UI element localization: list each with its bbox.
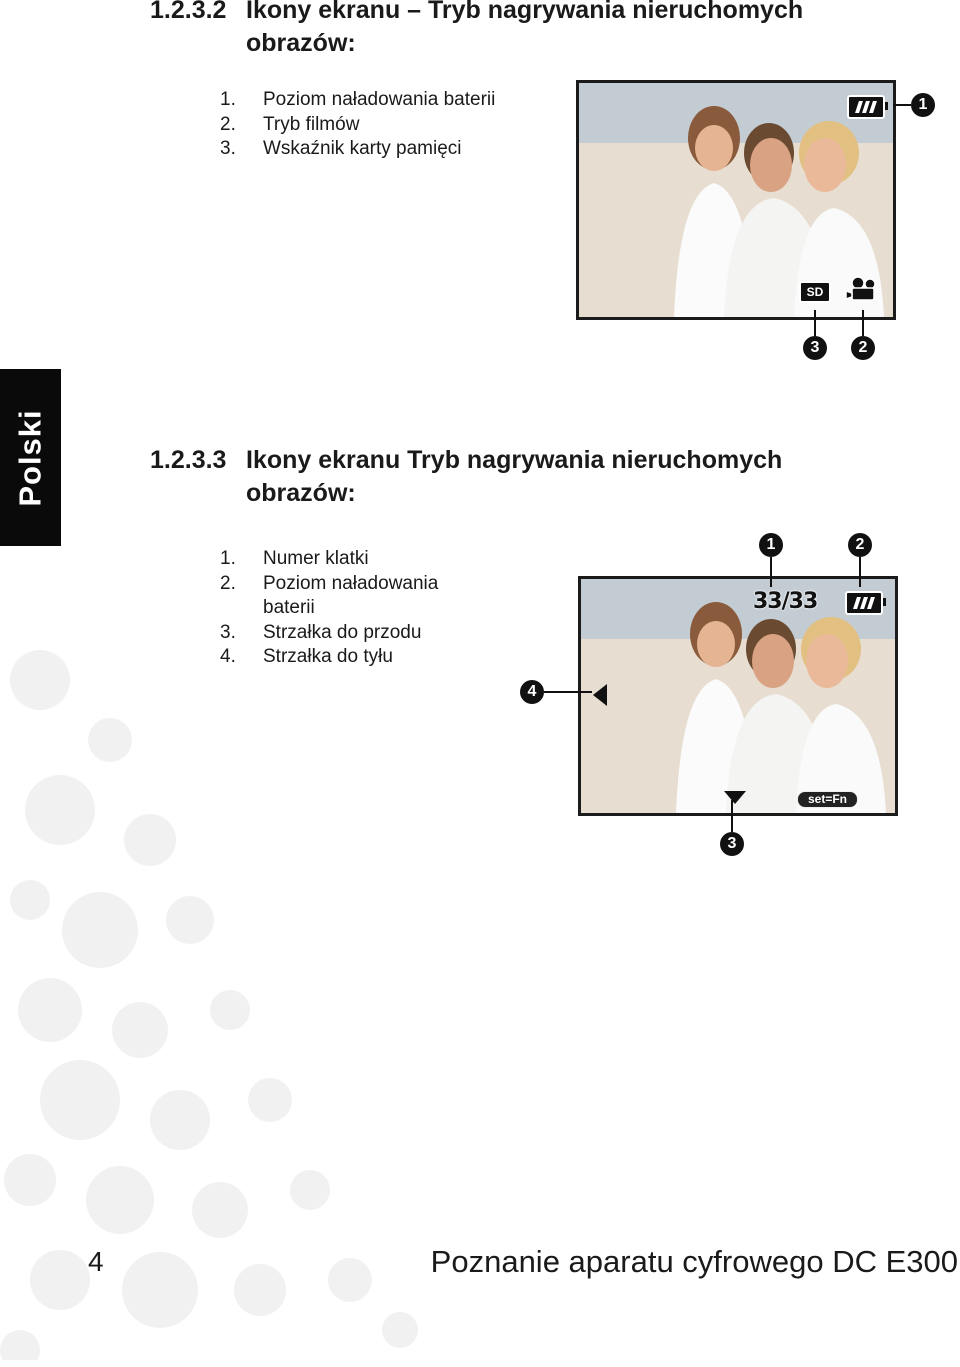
forward-arrow-icon	[724, 791, 746, 804]
callout-line	[859, 557, 861, 587]
callout-marker-3: 3	[803, 336, 827, 360]
page-number: 4	[88, 1246, 104, 1277]
footer-title: Poznanie aparatu cyfrowego DC E300	[430, 1244, 958, 1279]
battery-level-icon	[845, 591, 883, 615]
language-side-tab	[0, 369, 61, 546]
callout-line	[862, 310, 864, 336]
list-item: 4. Strzałka do tyłu	[220, 646, 393, 667]
list-item: 2. Tryb filmów	[220, 113, 360, 135]
callout-line	[770, 557, 772, 587]
camera-screen-preview-2	[578, 576, 898, 816]
callout-line	[893, 104, 911, 106]
side-tab-label: Polski	[12, 408, 48, 507]
frame-counter: 33/33	[753, 589, 818, 614]
callout-marker-3: 3	[720, 832, 744, 856]
section-number: 1.2.3.3	[150, 446, 227, 474]
section-2-list	[220, 547, 493, 670]
memory-card-indicator: SD	[799, 281, 831, 303]
battery-level-icon	[847, 95, 885, 119]
set-fn-badge: set=Fn	[797, 791, 858, 808]
list-item: 2. Poziom naładowania baterii	[220, 572, 439, 618]
list-item: 1. Numer klatki	[220, 548, 369, 569]
callout-marker-2: 2	[851, 336, 875, 360]
section-title-line2: obrazów:	[246, 479, 356, 507]
section-heading-1	[150, 0, 910, 60]
section-title-line1: Ikony ekranu Tryb nagrywania nieruchomych	[246, 446, 783, 474]
list-item: 3. Strzałka do przodu	[220, 621, 422, 643]
callout-line	[814, 310, 816, 336]
back-arrow-icon	[593, 684, 607, 706]
callout-marker-1: 1	[911, 93, 935, 117]
callout-marker-1: 1	[759, 533, 783, 557]
list-item: 3. Wskaźnik karty pamięci	[220, 138, 462, 159]
callout-marker-4: 4	[520, 680, 544, 704]
section-number: 1.2.3.2	[150, 0, 227, 24]
movie-mode-icon	[844, 276, 880, 302]
callout-line	[544, 691, 592, 693]
section-title-line1: Ikony ekranu – Tryb nagrywania nieruchomych	[246, 0, 804, 24]
callout-line	[731, 800, 733, 832]
section-1-list	[220, 88, 563, 162]
decorative-bubble-background	[0, 560, 460, 1360]
section-title-line2: obrazów:	[246, 29, 356, 57]
camera-screen-preview-1	[576, 80, 896, 320]
list-item: 1. Poziom naładowania baterii	[220, 89, 496, 110]
section-heading-2	[150, 444, 910, 510]
callout-marker-2: 2	[848, 533, 872, 557]
